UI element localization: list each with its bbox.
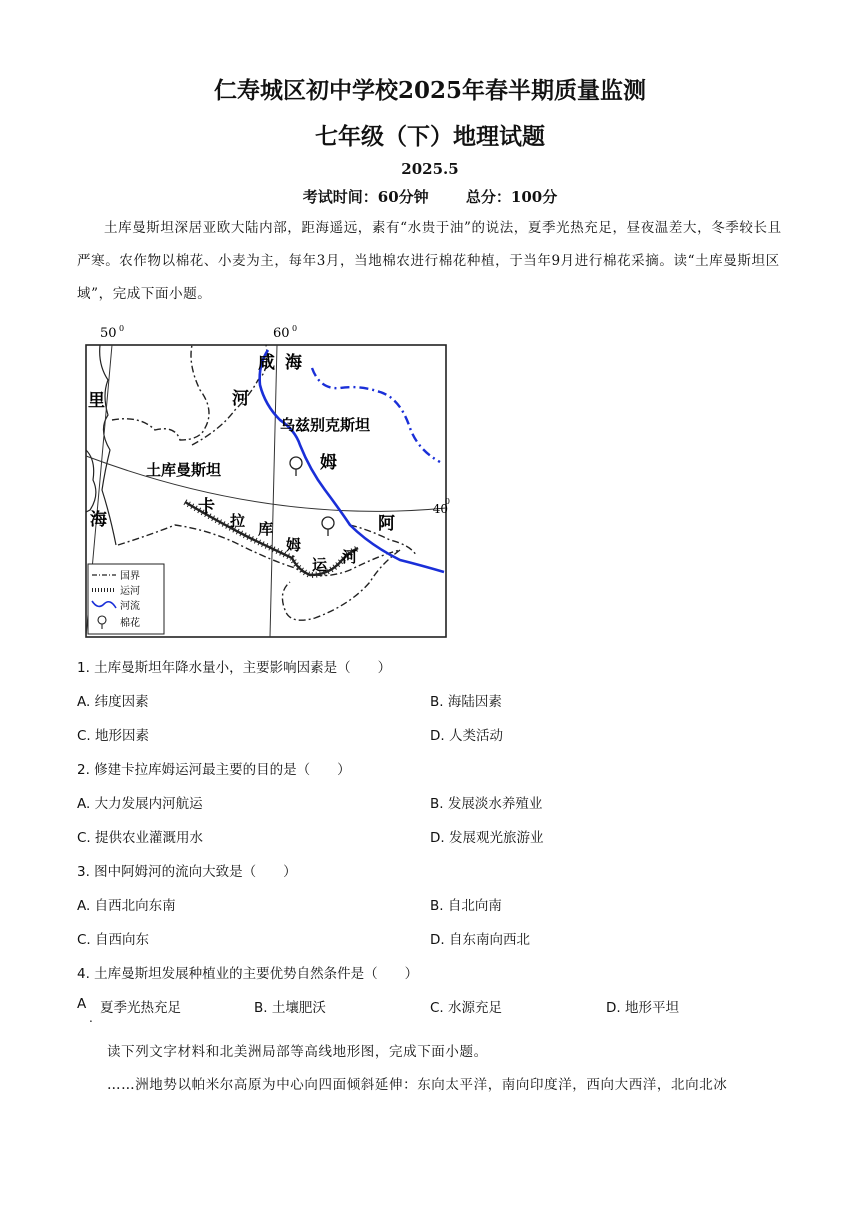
question-1-stem: 1. 土库曼斯坦年降水量小，主要影响因素是（ ） [77, 660, 392, 676]
q3-option-a[interactable]: A. 自西北向东南 [77, 898, 176, 914]
q1-option-d[interactable]: D. 人类活动 [430, 728, 503, 744]
exam-subtitle: 七年级（下）地理试题 [315, 123, 545, 150]
label-ka: 卡 [198, 497, 215, 517]
label-ku: 库 [258, 520, 274, 538]
lon-50-label: 50 [100, 326, 117, 341]
q4-option-a-dot: . [89, 1011, 93, 1025]
q1-option-c[interactable]: C. 地形因素 [77, 728, 150, 744]
intro-paragraph-2: 读下列文字材料和北美洲局部等高线地形图，完成下面小题。 [107, 1044, 488, 1060]
label-turkmenistan: 土库曼斯坦 [146, 461, 222, 479]
q1-option-a[interactable]: A. 纬度因素 [77, 694, 149, 710]
label-he: 河 [232, 389, 249, 409]
exam-meta [0, 186, 860, 207]
q4-option-c[interactable]: C. 水源充足 [430, 1000, 503, 1016]
q1-option-b[interactable]: B. 海陆因素 [430, 694, 502, 710]
q3-option-d[interactable]: D. 自东南向西北 [430, 932, 530, 948]
label-uzbekistan: 乌兹别克斯坦 [280, 416, 371, 434]
label-mu2: 姆 [286, 536, 302, 554]
q3-option-c[interactable]: C. 自西向东 [77, 932, 150, 948]
total-score: 总分：100分 [465, 188, 558, 206]
map-legend [88, 564, 164, 634]
label-hai-left: 海 [90, 510, 107, 530]
label-he2: 河 [342, 548, 358, 566]
question-4-stem: 4. 土库曼斯坦发展种植业的主要优势自然条件是（ ） [77, 966, 419, 982]
legend-border: 国界 [120, 571, 140, 582]
q3-option-b[interactable]: B. 自北向南 [430, 898, 502, 914]
label-li: 里 [88, 391, 105, 411]
q2-option-b[interactable]: B. 发展淡水养殖业 [430, 796, 543, 812]
label-mu: 姆 [320, 453, 337, 473]
legend-cotton: 棉花 [120, 618, 140, 629]
turkmenistan-map [80, 320, 452, 642]
lon-60-degree: 0 [292, 324, 298, 333]
label-xian: 咸 [258, 353, 275, 373]
label-la: 拉 [230, 512, 246, 530]
lon-50-degree: 0 [119, 324, 125, 333]
q4-option-a-letter[interactable]: A [77, 996, 87, 1012]
exam-date: 2025.5 [401, 160, 459, 178]
q2-option-d[interactable]: D. 发展观光旅游业 [430, 830, 544, 846]
lat-40-label: 40 [432, 502, 448, 516]
lat-40-degree: 0 [444, 497, 450, 506]
label-yun: 运 [312, 556, 328, 574]
legend-river: 河流 [120, 601, 140, 612]
intro-paragraph: 土库曼斯坦深居亚欧大陆内部，距海遥远，素有“水贵于油”的说法，夏季光热充足，昼夜温差大，冬季较长且严寒。农作物以棉花、小麦为主，每年3月，当地棉农进行棉花种植，于当年9月进行棉花采摘。读“土库曼斯坦区域”，完成下面小题。 [77, 220, 782, 302]
q4-option-a[interactable]: 夏季光热充足 [100, 1000, 181, 1016]
question-2-stem: 2. 修建卡拉库姆运河最主要的目的是（ ） [77, 762, 351, 778]
lon-60-label: 60 [273, 326, 290, 341]
label-hai-top: 海 [285, 353, 302, 373]
q2-option-a[interactable]: A. 大力发展内河航运 [77, 796, 203, 812]
q2-option-c[interactable]: C. 提供农业灌溉用水 [77, 830, 204, 846]
label-a: 阿 [378, 514, 395, 534]
exam-title: 仁寿城区初中学校2025年春半期质量监测 [213, 77, 646, 104]
exam-time: 考试时间：60分钟 [302, 188, 429, 206]
q4-option-b[interactable]: B. 土壤肥沃 [254, 1000, 326, 1016]
question-3-stem: 3. 图中阿姆河的流向大致是（ ） [77, 864, 297, 880]
q4-option-d[interactable]: D. 地形平坦 [606, 1000, 679, 1016]
legend-canal: 运河 [120, 586, 140, 597]
intro-paragraph-3: ……洲地势以帕米尔高原为中心向四面倾斜延伸：东向太平洋，南向印度洋，西向大西洋，北向北冰 [107, 1077, 728, 1093]
